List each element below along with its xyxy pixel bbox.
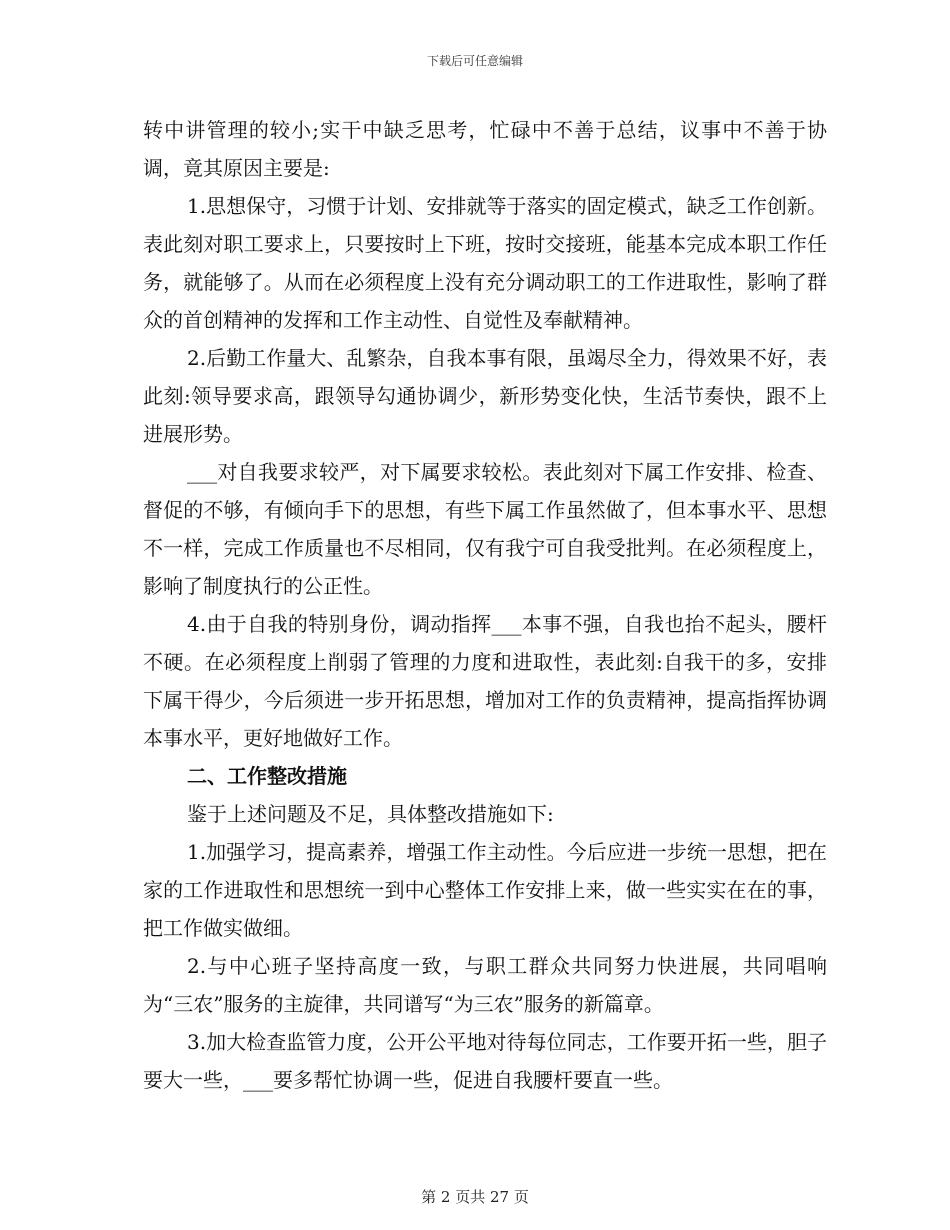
paragraph: 2.与中心班子坚持高度一致，与职工群众共同努力快进展，共同唱响为“三农”服务的主旋律，共同谱写“为三农”服务的新篇章。 bbox=[143, 954, 827, 1016]
section-heading: 二、工作整改措施 bbox=[187, 764, 347, 788]
page-footer: 第 2 页共 27 页 bbox=[421, 1188, 529, 1206]
page-header: 下载后可任意编辑 bbox=[426, 54, 523, 68]
paragraph: 3.加大检查监管力度，公开公平地对待每位同志，工作要开拓一些，胆子要大一些，___要多帮忙协调一些，促进自我腰杆要直一些。 bbox=[143, 1030, 827, 1092]
document-body bbox=[143, 111, 827, 1099]
paragraph: 鉴于上述问题及不足，具体整改措施如下: bbox=[187, 802, 554, 826]
paragraph: 转中讲管理的较小;实干中缺乏思考，忙碌中不善于总结，议事中不善于协调，竟其原因主要是: bbox=[143, 118, 827, 180]
paragraph: 1.加强学习，提高素养，增强工作主动性。今后应进一步统一思想，把在家的工作进取性和思想统一到中心整体工作安排上来，做一些实实在在的事，把工作做实做细。 bbox=[143, 840, 827, 940]
paragraph: 4.由于自我的特别身份，调动指挥___本事不强，自我也抬不起头，腰杆不硬。在必须程度上削弱了管理的力度和进取性，表此刻:自我干的多，安排下属干得少，今后须进一步开拓思想，增加对工作的负责精神，提高指挥协调本事水平，更好地做好工作。 bbox=[143, 612, 827, 750]
paragraph: ___对自我要求较严，对下属要求较松。表此刻对下属工作安排、检查、督促的不够，有倾向手下的思想，有些下属工作虽然做了，但本事水平、思想不一样，完成工作质量也不尽相同，仅有我宁可自我受批判。在必须程度上，影响了制度执行的公正性。 bbox=[143, 460, 827, 598]
paragraph: 2.后勤工作量大、乱繁杂，自我本事有限，虽竭尽全力，得效果不好，表此刻:领导要求高，跟领导勾通协调少，新形势变化快，生活节奏快，跟不上进展形势。 bbox=[143, 346, 827, 446]
paragraph: 1.思想保守，习惯于计划、安排就等于落实的固定模式，缺乏工作创新。表此刻对职工要求上，只要按时上下班，按时交接班，能基本完成本职工作任务，就能够了。从而在必须程度上没有充分调动职工的工作进取性，影响了群众的首创精神的发挥和工作主动性、自觉性及奉献精神。 bbox=[143, 194, 827, 332]
